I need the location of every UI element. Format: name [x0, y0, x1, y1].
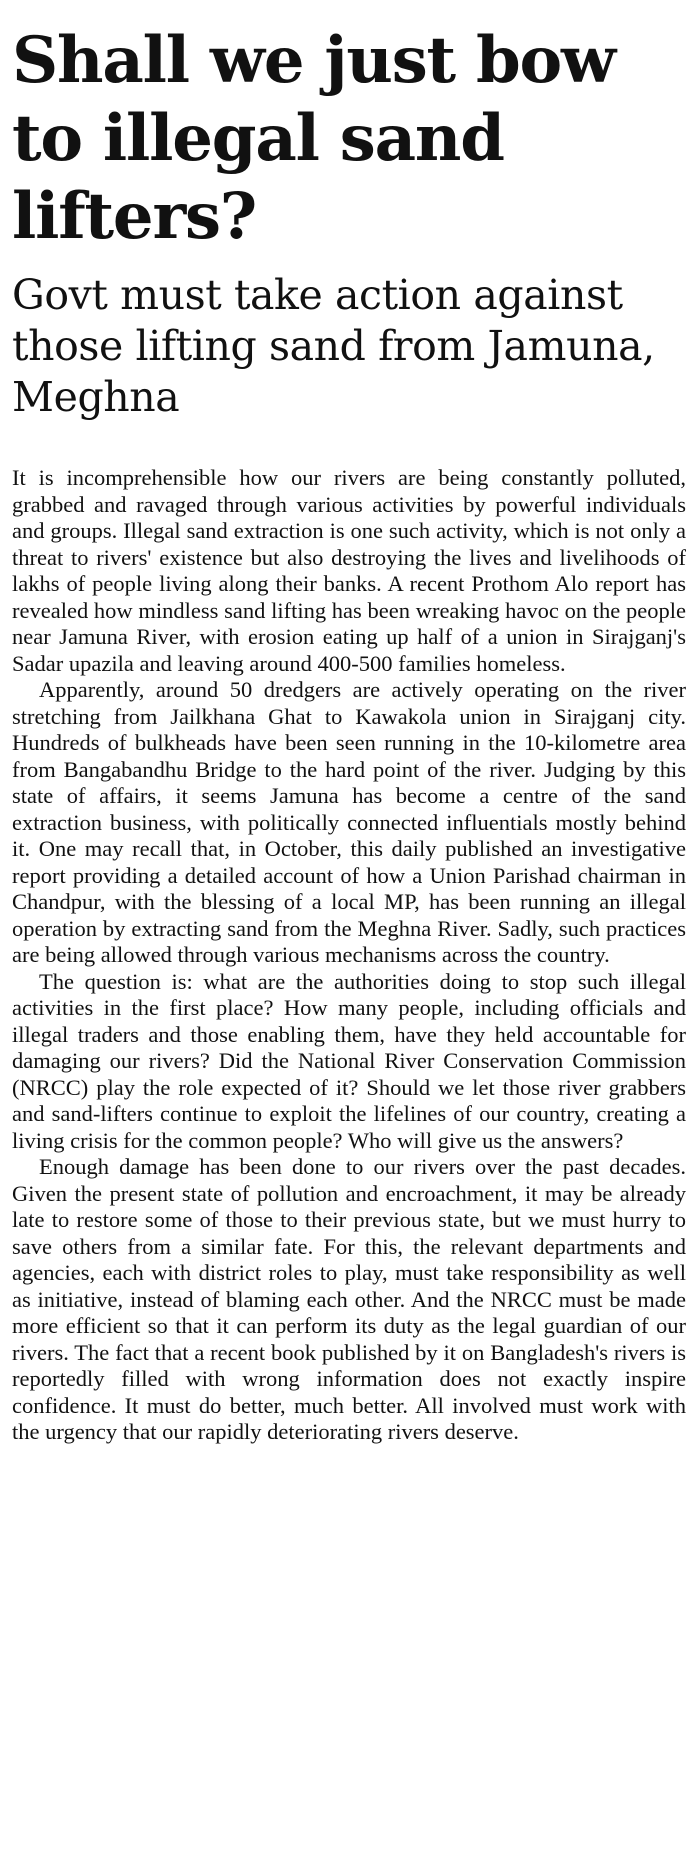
- body-paragraph-3: The question is: what are the authorities doing to stop such illegal activities in the first place? How many people, including officials and illegal traders and those enabling them, have they held accountable for damaging our rivers? Did the National River Conservation Commission (NRCC) play the role expected of it? Should we let those river grabbers and sand-lifters continue to exploit the lifelines of our country, creating a living crisis for the common people? Who will give us the answers?: [12, 968, 686, 1153]
- body-paragraph-4: Enough damage has been done to our rivers over the past decades. Given the present state of pollution and encroachment, it may be already late to restore some of those to their previous state, but we must hurry to save others from a similar fate. For this, the relevant departments and agencies, each with district roles to play, must take responsibility as well as initiative, instead of blaming each other. And the NRCC must be made more efficient so that it can perform its duty as the legal guardian of our rivers. The fact that a recent book published by it on Bangladesh's rivers is reportedly filled with wrong information does not exactly inspire confidence. It must do better, much better. All involved must work with the urgency that our rapidly deteriorating rivers deserve.: [12, 1154, 686, 1444]
- article-body: [12, 465, 686, 1446]
- subheadline: Govt must take action against those lifting sand from Jamuna, Meghna: [12, 271, 655, 421]
- headline: Shall we just bow to illegal sand lifters?: [12, 23, 615, 254]
- body-paragraph-2: Apparently, around 50 dredgers are actively operating on the river stretching from Jailkhana Ghat to Kawakola union in Sirajganj city. Hundreds of bulkheads have been seen running in the 10-kilometre area from Bangabandhu Bridge to the hard point of the river. Judging by this state of affairs, it seems Jamuna has become a centre of the sand extraction business, with politically connected influentials mostly behind it. One may recall that, in October, this daily published an investigative report providing a detailed account of how a Union Parishad chairman in Chandpur, with the blessing of a local MP, has been running an illegal operation by extracting sand from the Meghna River. Sadly, such practices are being allowed through various mechanisms across the country.: [12, 677, 686, 967]
- body-paragraph-1: It is incomprehensible how our rivers are being constantly polluted, grabbed and ravaged through various activities by powerful individuals and groups. Illegal sand extraction is one such activity, which is not only a threat to rivers' existence but also destroying the lives and livelihoods of lakhs of people living along their banks. A recent Prothom Alo report has revealed how mindless sand lifting has been wreaking havoc on the people near Jamuna River, with erosion eating up half of a union in Sirajganj's Sadar upazila and leaving around 400-500 families homeless.: [12, 465, 686, 676]
